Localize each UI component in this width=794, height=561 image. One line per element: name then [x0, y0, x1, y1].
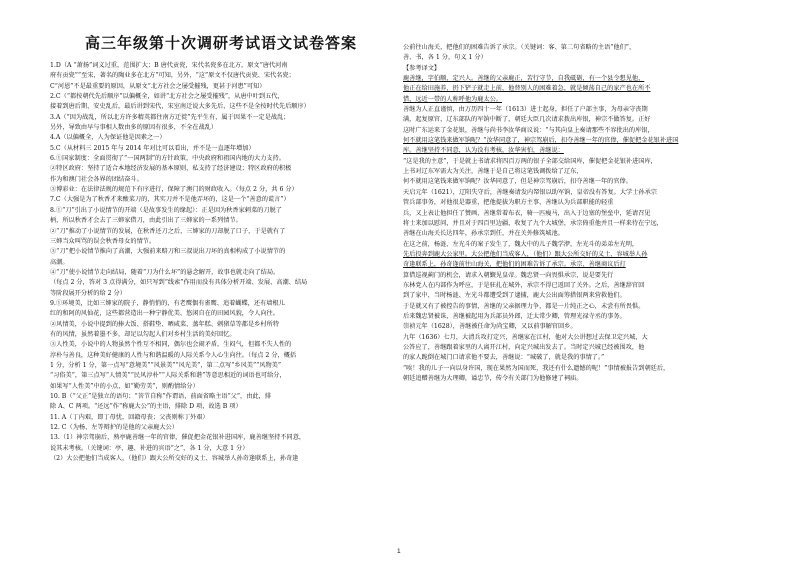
- text-line: 管兵部事务，对他很是器重，把他提拔为职方主事，善继认为兵部职能的轻重: [403, 199, 614, 207]
- text-line: 5.C（从材料三 2015 年与 2014 年对比可以看出，并不是一直逐年增加）: [50, 144, 255, 152]
- text-line: （每点 2 分，答对 3 点得满分，如只写到“线索”作用而没有具体分析开端、发展、高潮、结局: [50, 279, 308, 287]
- text-line: 善继为人正直谨慎，由万历四十一年（1613）进士起身，担任了户部主事，为母亲守丧期: [403, 106, 648, 114]
- text-line: 后来魏忠贤被诛，善继被起用为兵部员外郎，迁太常少卿，管理光禄寺丞的事务。: [403, 312, 626, 320]
- text-line: 何不就用这笔钱来做军饷呢？”汝华同意了，神宗驾崩后，扣夺善继一年的官俸，催促把金花银补进国: [403, 137, 679, 145]
- text-line: 三婶当众叫骂的误会秋香母女的情节。: [50, 237, 156, 245]
- text-line: 鹿善继，字伯顺，定兴人。善继的父亲鹿正，苦行守节，自我砥砺，有一个县令想见他，: [403, 75, 645, 83]
- text-line: 【参考译文】: [403, 64, 441, 72]
- text-line: “唉！我的儿子一向以身许国，现在果然为国而死，我还有什么遗憾的呢！”事情被报告到朝廷后，: [403, 364, 670, 372]
- text-line: 如果写“人性美”中的小点，如“勤劳美”，则酌情给分）: [50, 382, 199, 390]
- text-line: 红的和阿的风仙花，这些都营造出一种宁静优美、悠闲自在的田园风貌，令人向往。: [50, 310, 279, 318]
- text-line: 9.①环境美，比如三婶家的院子，静悄悄的，有老鹰偶有雀鹰、追着蝴蝶，还有墙根儿: [50, 299, 285, 307]
- text-line: 九年（1636）七月，大清兵攻打定兴，善继家在江村，他对大公讲想过去保卫定兴城，大: [403, 333, 648, 341]
- text-line: 崇祯元年（1628），善继被任命为尚宝卿，又以前事解官回乡。: [403, 323, 577, 331]
- text-line: 惜，远近一带的人称呼他为鹿太公。: [403, 95, 502, 103]
- text-line: ②风情美，小说中提到的捧大饭、搭鞋垫、晒咸菜、蒸年糕、刺猪草等都是乡村所特: [50, 320, 279, 328]
- text-line: 何不就用这笔钱来做军饷呢？汝华同意了，但是神宗驾崩后，扣夺善继一年的官俸。: [403, 178, 632, 186]
- text-line: 先后投奔到鹿大公家里。大公把他们当成客人，（他们）跟大公所交好的义士、容城举人孙: [403, 250, 648, 258]
- text-line: 8.①“刀”引出了小说情节的开端（是故事发生的缘起）：正是因为秋香家刺菜的刀脱了: [50, 206, 282, 214]
- text-line: 11. A（丁内艰，即丁母忧，回籍母丧；父丧则称丁外艰）: [50, 413, 209, 421]
- text-line: 善、书，各 1 分，句义 1 分）: [403, 54, 487, 62]
- text-line: 东林党人在内部作为呼应，于是驻扎在城外，承宗不得已返回了关外。之后，善继辞官回: [403, 281, 645, 289]
- text-line: “习俗美”，第三点写“人情美”“民风淳朴”“人际关系和谐”等意思相近的词语也可给分，: [50, 372, 286, 380]
- text-line: 善继在山海关长达四年，孙承宗到任，并在关外修筑城池。: [403, 230, 564, 238]
- text-line: 1 分，分析 1 分，第一点写“意境美”“风景美”“风光美”，第二点写“乡风美”“风物美”: [50, 361, 282, 369]
- text-line: 上书对辽东军需大为关注，善继于是自己将这笔钱调拨给了辽东，: [403, 168, 583, 176]
- right-translation-text: [403, 43, 758, 384]
- text-line: 于是就又有了被控告的事情，善继的父亲据理力争，都是一片纯正之心，未尝有所畏惧。: [403, 302, 645, 310]
- text-line: 除 A、C 两项。“还远”作“称鹿大公”的主语，排除 D 项，故选 B 项）: [50, 403, 242, 411]
- text-line: 接着到唐后期、安史乱后，最后讲到宋代，宋室南迁说大多先后，这些不是全按时代先后顺序）: [50, 103, 310, 111]
- text-line: 天启元年（1621），辽阳失守后，善继奏请发内帑银以助军饷，皇帝没有答复。大学士孙承宗: [403, 188, 657, 196]
- text-line: “这是我的主意”，于是就上书请求将四百万两的银子全部交给国库，催促把金花银补进国库，: [403, 157, 657, 165]
- text-line: 府有贡瓷”“至宋，著名的陶业多在北方”可知，另外，“这”原文不仅唐代贡瓷、宋代名瓷；: [50, 72, 295, 80]
- text-line: 他正在给田施养，扔下铲子就走上前，他替别人的困难着急，就是倾荡自己的家产也在所不: [403, 85, 651, 93]
- text-line: 公答应了，善继跟着家里的人离开江村，向定兴城出发去了。当时定兴城已经被围攻，他: [403, 343, 645, 351]
- text-line: 满，起复原官，辽东部队的军饷中断了，朝廷大臣几次请求拨出库银，神宗不做答复。正好: [403, 116, 651, 124]
- text-line: 到了家中，当时杨涟、左光斗都遭受到了逮捕，鹿大公出面筹措银两来营救他们。: [403, 292, 626, 300]
- text-line: 12. C（为杨、左等辩护的是他的父亲鹿大公）: [50, 424, 178, 432]
- text-line: 7.C（大强是为了秋香才来酸菜刀的，其实刀并不是他弄坏的，这是一个“善意的谎言”）: [50, 196, 290, 204]
- text-line: ④“刀”使小说情节走向结局，随着“刀为什么坏”的悬念解开，故事也就走向了结局。: [50, 268, 280, 276]
- left-answer-text: [50, 61, 392, 464]
- text-line: 说其未考核。（关键词：亭、趣、补进的宾语“之”，各 1 分，大意 1 分）: [50, 444, 249, 452]
- text-line: ③人性美，小说中的人物虽然个性互不相同，偶尔也会闹矛盾，生闷气，但都不失人性的: [50, 341, 292, 349]
- text-line: 13.（1）神宗驾崩后，熟亭鹿善继一年的官俸，催促把金花银补进国库，鹿善继坚持不同意，: [50, 434, 306, 442]
- text-line: 将士来加以慰问，并且对于四百里边疆，收复了九个大城堡，承宗倚重他并且一样来待在宁远，: [403, 219, 663, 227]
- right-column: [403, 43, 758, 541]
- text-line: 的家人跪倒在城门口请求他不要去，善继说：“城破了，就是我的事情了。”: [403, 354, 605, 362]
- text-line: 高潮。: [50, 258, 69, 266]
- page-title: 高三年级第十次调研考试语文试卷答案: [84, 34, 357, 52]
- text-line: 6.①国家制度：全面贯彻了“一国两制”的方针政策，中央政府和祖国内地的大力支持。: [50, 155, 285, 163]
- text-line: ③“刀”把小说情节推向了高潮，大强前来赔刀和三叔说出刀坏的真相构成了小说情节的: [50, 248, 286, 256]
- text-line: 2.C（“都按朝代先后顺序”以偏概全，如讲“北方社会之屡受摧残”，从唐中叶到五代，: [50, 93, 284, 101]
- text-line: 算借巡视蓟门的机会，请求入朝觐见皇帝。魏忠贤一向畏惧承宗，说是要先行: [403, 271, 614, 279]
- text-line: 在这之前，杨涟、左光斗的案子发生了，魏大中的儿子魏学洢，左光斗的弟弟左光明，: [403, 240, 639, 248]
- text-line: 4.A（以偏概全，人为保证他是因素之一）: [50, 134, 166, 142]
- text-line: （2）大公把他们当成客人，（他们）跟大公所交好的义士、容城举人孙奇逢联系上，孙奇逢: [50, 455, 299, 463]
- text-line: 库。善继坚持不同意，认为没有考核，汝华害怕，善继说：: [403, 147, 564, 155]
- text-line: 奇逢联系上，孙奇逢前往山海关，把他们的困难告诉了承宗。承宗、善继商议后打: [403, 261, 626, 269]
- text-line: 1.D（A “萧扬”词义过重，范围扩大；B 唐代贡瓷，宋代名瓷多在北方，原文“唐代河南: [50, 62, 288, 69]
- text-line: 有的风情，虽然着墨不多，却足以勾起人们对乡村生活的美好回忆。: [50, 330, 236, 338]
- text-line: 兵，又上表让他担任了赞画，善继常着布衣，骑一匹瘦马，出入于边塞的堡垒中，延请召见: [403, 209, 651, 217]
- text-line: ②特区政府：坚持了适合本地经济发展的基本原则，私支持了经济建设；特区政府的积极: [50, 165, 292, 173]
- text-line: 淳朴与善良，这种美好健康的人性与和谐温暖的人际关系令人心生向往。（每点 2 分，概括: [50, 351, 297, 359]
- text-line: ②“刀”推动了小说情节的发展，在秋香还刀之后，三婶家的刀却脱了口子，于是就有了: [50, 227, 286, 235]
- text-line: 3.A（“因为战乱，所以北方许多精英都往南方迁徙”先平生有，属于因果不一定是战乱；: [50, 113, 290, 121]
- text-line: ③博彩业：在法律法规的规范下有序进行，保障了澳门的财政收入。（每点 2 分，共 6 分）: [50, 186, 298, 194]
- page-number: 1: [397, 548, 401, 555]
- text-line: 等阶段展开分析的给 2 分）: [50, 289, 126, 297]
- text-line: 这时广东运来了金花银，善继与尚书李汝华商议说：“与其向皇上奏请那些不容批出的库银，: [403, 126, 654, 134]
- text-line: 公前往山海关，把他们的困难告诉了承宗。（关键词：客、第二句省略的主语“他们”，: [403, 44, 636, 51]
- text-line: 另外，导致由早与事相人数由多的原因有很多，不全在战乱）: [50, 124, 218, 132]
- text-line: C“河恩”不是最重要的原因，从原文“北方社会之屡受摧残，更甚于河患”可知）: [50, 82, 266, 90]
- text-line: 作为和澳门社会各界的团结奋斗。: [50, 175, 143, 183]
- text-line: 10. B（“父正”是独立的语句；“菩节自称”作谓语，前面省略主语“父”，由此，排: [50, 393, 271, 400]
- left-column: [50, 28, 392, 548]
- text-line: 柄，所以秋香才会去了三婶家借刀，由此引出了三婶家的一系列情节。: [50, 217, 242, 225]
- text-line: 朝廷追赠善继为大理卿，谥忠节，传令有关部门为他修建了祠庙。: [403, 375, 583, 382]
